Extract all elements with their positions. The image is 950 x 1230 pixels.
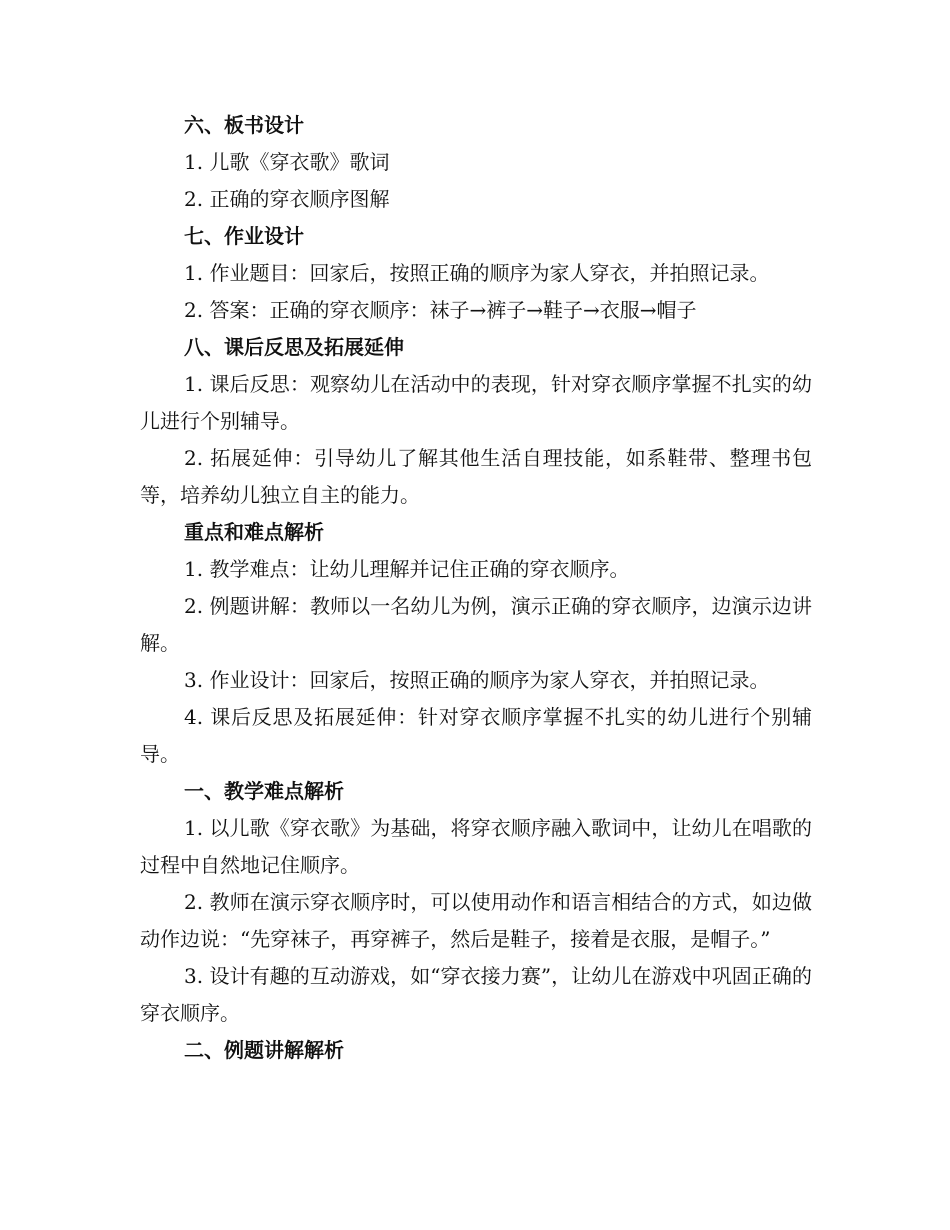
paragraph: 1. 课后反思：观察幼儿在活动中的表现，针对穿衣顺序掌握不扎实的幼儿进行个别辅导。 — [140, 372, 812, 433]
section-heading: 七、作业设计 — [184, 224, 304, 248]
section-heading: 一、教学难点解析 — [184, 779, 344, 803]
section-heading: 二、例题讲解解析 — [184, 1038, 344, 1062]
paragraph: 2. 正确的穿衣顺序图解 — [184, 187, 390, 211]
section-heading: 八、课后反思及拓展延伸 — [184, 335, 404, 359]
paragraph: 1. 以儿歌《穿衣歌》为基础，将穿衣顺序融入歌词中，让幼儿在唱歌的过程中自然地记住顺序。 — [140, 816, 812, 877]
section-heading: 六、板书设计 — [184, 113, 304, 137]
paragraph: 1. 教学难点：让幼儿理解并记住正确的穿衣顺序。 — [184, 557, 630, 581]
paragraph: 2. 教师在演示穿衣顺序时，可以使用动作和语言相结合的方式，如边做动作边说：“先穿袜子，再穿裤子，然后是鞋子，接着是衣服，是帽子。” — [140, 890, 812, 951]
document-page — [140, 107, 812, 1069]
paragraph: 2. 例题讲解：教师以一名幼儿为例，演示正确的穿衣顺序，边演示边讲解。 — [140, 594, 812, 655]
paragraph: 3. 作业设计：回家后，按照正确的顺序为家人穿衣，并拍照记录。 — [184, 668, 770, 692]
paragraph: 4. 课后反思及拓展延伸：针对穿衣顺序掌握不扎实的幼儿进行个别辅导。 — [140, 705, 812, 766]
paragraph: 3. 设计有趣的互动游戏，如“穿衣接力赛”，让幼儿在游戏中巩固正确的穿衣顺序。 — [140, 964, 812, 1025]
section-heading: 重点和难点解析 — [184, 520, 324, 544]
paragraph: 1. 作业题目：回家后，按照正确的顺序为家人穿衣，并拍照记录。 — [184, 261, 770, 285]
paragraph: 2. 拓展延伸：引导幼儿了解其他生活自理技能，如系鞋带、整理书包等，培养幼儿独立自主的能力。 — [140, 446, 812, 507]
paragraph: 1. 儿歌《穿衣歌》歌词 — [184, 150, 390, 174]
paragraph: 2. 答案：正确的穿衣顺序：袜子→裤子→鞋子→衣服→帽子 — [184, 298, 697, 322]
